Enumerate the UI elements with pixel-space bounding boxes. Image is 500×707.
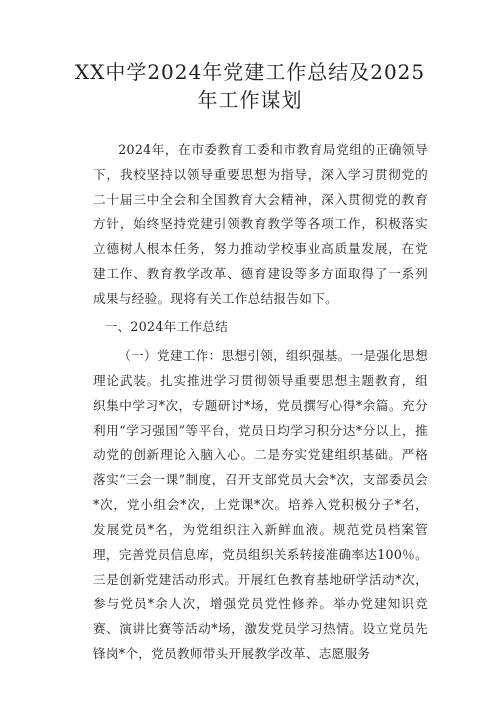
intro-paragraph: 2024年，在市委教育工委和市教育局党组的正确领导下，我校坚持以领导重要思想为指导，深入学习贯彻党的二十届三中全会和全国教育大会精神，深入贯彻党的教育方针，始终坚持党建引领教育教学等各项工作，积极落实立德树人根本任务，努力推动学校事业高质量发展，在党建工作、教育教学改革、德育建设等多方面取得了一系列成果与经验。现将有关工作总结报告如下。 bbox=[93, 142, 428, 306]
document-title: XX中学2024年党建工作总结及2025年工作谋划 bbox=[74, 60, 426, 112]
section-heading: 一、2024年工作总结 bbox=[104, 319, 229, 334]
section-paragraph: （一）党建工作：思想引领，组织强基。一是强化思想理论武装。扎实推进学习贯彻领导重要思想主题教育，组织集中学习*次，专题研讨*场，党员撰写心得*余篇。充分利用“学习强国”等平台，党员日均学习积分达*分以上，推动党的创新理论入脑入心。二是夯实党建组织基础。严格落实“三会一课”制度，召开支部党员大会*次，支部委员会*次，党小组会*次，上党课*次。培养入党积极分子*名，发展党员*名，为党组织注入新鲜血液。规范党员档案管理，完善党员信息库，党员组织关系转接准确率达100％。三是创新党建活动形式。开展红色教育基地研学活动*次，参与党员*余人次，增强党员党性修养。举办党建知识竞赛、演讲比赛等活动*场，激发党员学习热情。设立党员先锋岗*个，党员教师带头开展教学改革、志愿服务 bbox=[93, 348, 428, 662]
